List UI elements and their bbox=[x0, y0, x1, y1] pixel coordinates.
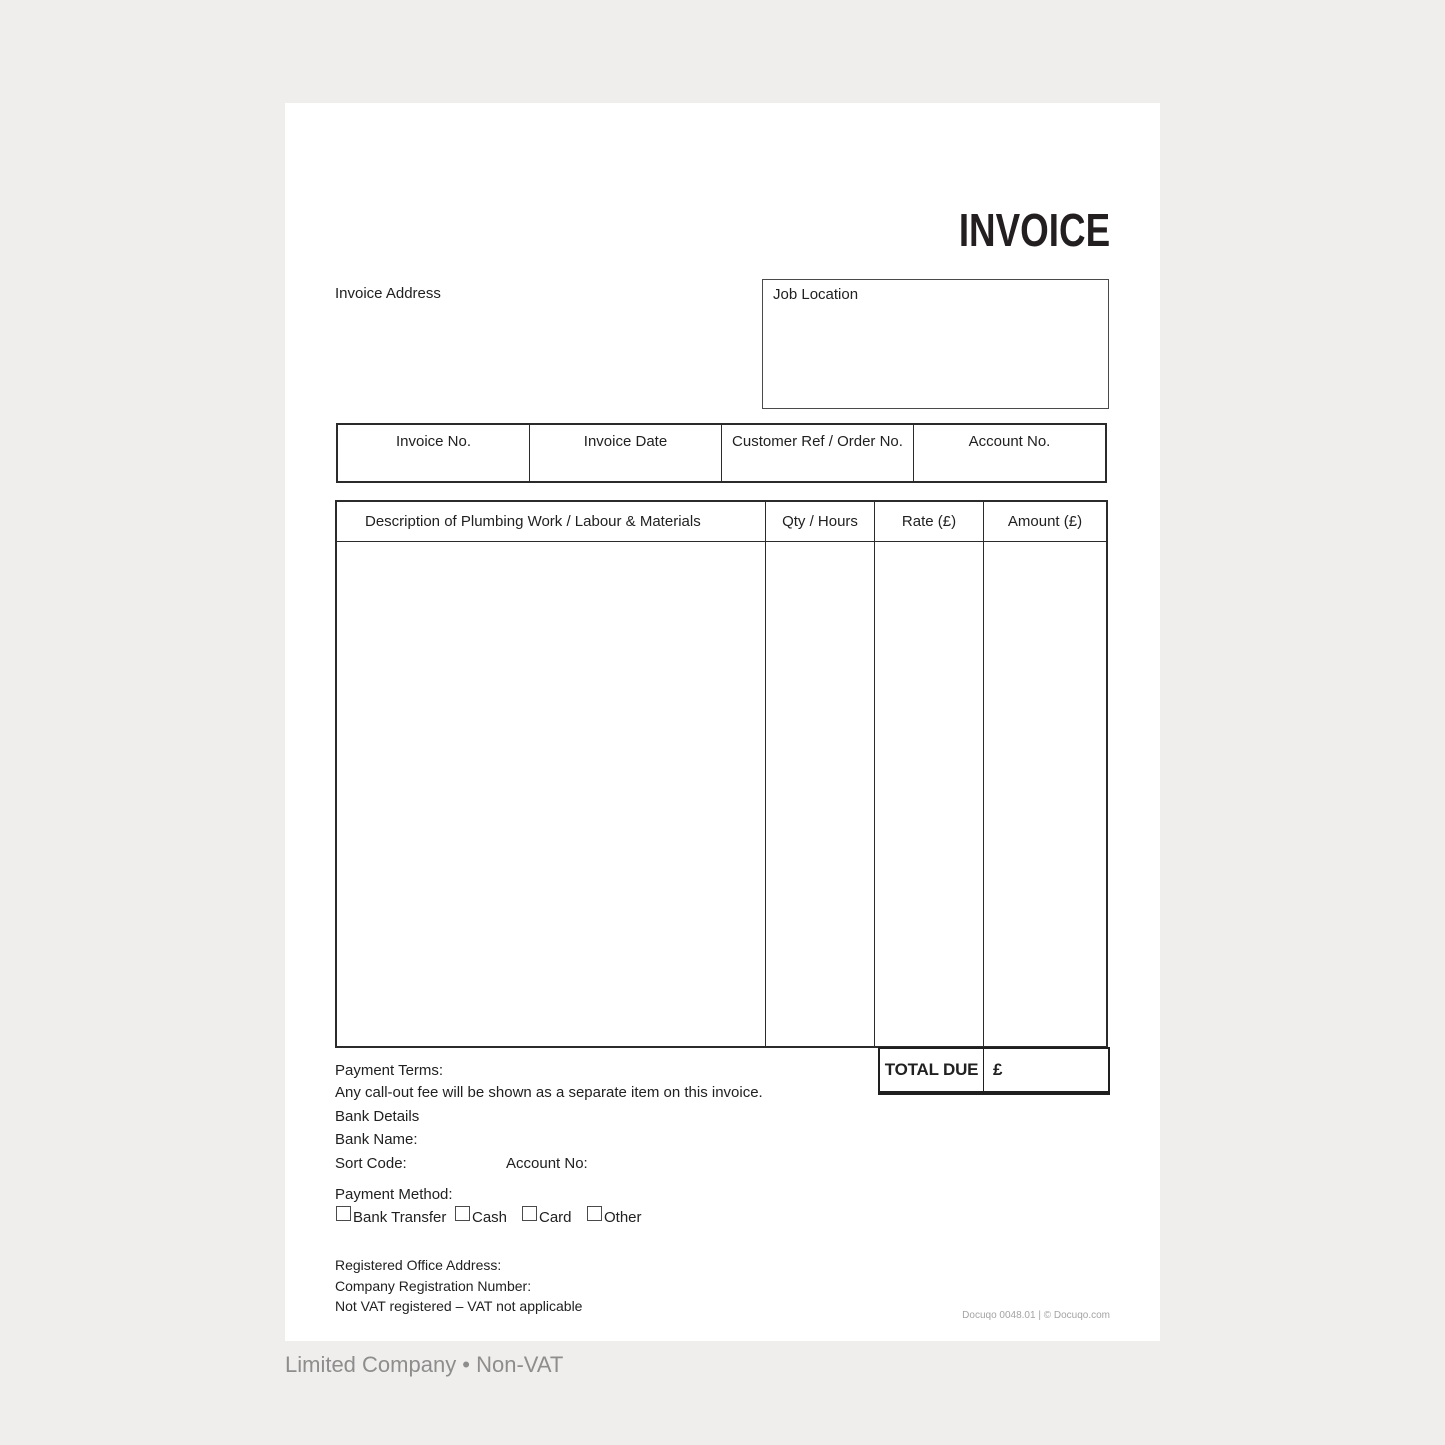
invoice-page bbox=[285, 103, 1160, 1341]
checkbox-bank-transfer[interactable] bbox=[336, 1206, 351, 1221]
page-caption: Limited Company • Non-VAT bbox=[285, 1352, 564, 1377]
bank-details-label: Bank Details bbox=[335, 1108, 420, 1125]
items-header-amount: Amount (£) bbox=[1007, 513, 1083, 530]
items-body-qty-column bbox=[766, 542, 875, 1046]
items-header-qty-hours: Qty / Hours bbox=[766, 502, 875, 541]
currency-symbol: £ bbox=[993, 1060, 1003, 1079]
sort-code-label: Sort Code: bbox=[335, 1155, 407, 1172]
checkbox-other[interactable] bbox=[587, 1206, 602, 1221]
total-due-label: TOTAL DUE bbox=[880, 1049, 984, 1091]
total-due-amount-cell bbox=[984, 1049, 1108, 1091]
line-items-body bbox=[337, 542, 1106, 1046]
checkbox-card[interactable] bbox=[522, 1206, 537, 1221]
items-header-rate: Rate (£) bbox=[875, 502, 984, 541]
bank-name-label: Bank Name: bbox=[335, 1131, 418, 1148]
meta-header-invoice-date: Invoice Date bbox=[530, 425, 722, 481]
job-location-label: Job Location bbox=[773, 286, 859, 303]
job-location-box bbox=[762, 279, 1109, 409]
meta-header-invoice-no: Invoice No. bbox=[338, 425, 530, 481]
payment-method-label: Payment Method: bbox=[335, 1186, 453, 1203]
meta-header-account-no: Account No. bbox=[968, 433, 1051, 450]
checkbox-cash[interactable] bbox=[455, 1206, 470, 1221]
checkbox-label-cash: Cash bbox=[472, 1209, 508, 1226]
invoice-meta-table bbox=[336, 423, 1107, 483]
registered-office-label: Registered Office Address: bbox=[335, 1257, 502, 1273]
invoice-address-label: Invoice Address bbox=[335, 285, 441, 302]
company-registration-label: Company Registration Number: bbox=[335, 1278, 532, 1294]
callout-fee-note: Any call-out fee will be shown as a separate item on this invoice. bbox=[335, 1084, 763, 1101]
payment-terms-label: Payment Terms: bbox=[335, 1062, 444, 1079]
line-items-table bbox=[335, 500, 1108, 1048]
vat-note: Not VAT registered – VAT not applicable bbox=[335, 1298, 583, 1314]
checkbox-label-other: Other bbox=[604, 1209, 642, 1226]
account-no-label: Account No: bbox=[506, 1155, 588, 1172]
page-title: INVOICE bbox=[958, 204, 1110, 256]
items-body-description-column bbox=[337, 542, 766, 1046]
payment-method-card bbox=[522, 1206, 572, 1226]
payment-method-bank-transfer bbox=[336, 1206, 446, 1226]
items-body-rate-column bbox=[875, 542, 984, 1046]
checkbox-label-card: Card bbox=[539, 1209, 572, 1226]
payment-method-other bbox=[587, 1206, 642, 1226]
meta-header-customer-ref: Customer Ref / Order No. bbox=[722, 425, 914, 481]
payment-method-cash bbox=[455, 1206, 507, 1226]
items-body-amount-column bbox=[984, 542, 1106, 1046]
items-header-description: Description of Plumbing Work / Labour & Materials bbox=[337, 502, 766, 541]
line-items-header-row bbox=[337, 502, 1106, 542]
total-due-box bbox=[878, 1047, 1110, 1095]
docuqo-credit: Docuqo 0048.01 | © Docuqo.com bbox=[962, 1310, 1110, 1321]
checkbox-label-bank-transfer: Bank Transfer bbox=[353, 1209, 447, 1226]
